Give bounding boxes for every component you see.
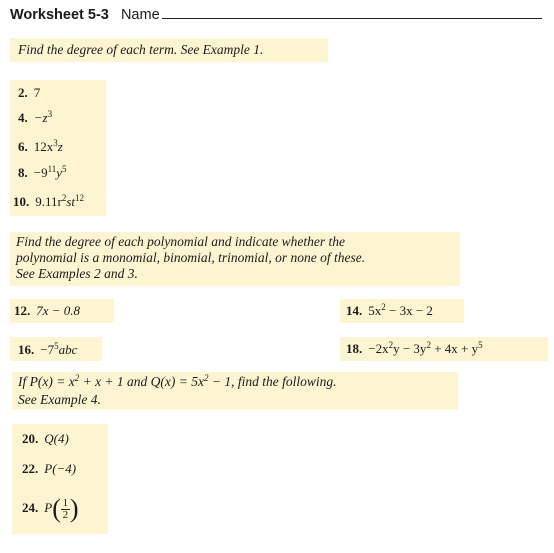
- item-16: 16. $-7^5abc$: [18, 341, 78, 357]
- section3-instruction-line2: See Example 4.: [18, 392, 101, 407]
- fraction: $\frac{1}{2}$: [62, 496, 69, 521]
- section1-instruction-box: [10, 38, 328, 62]
- item-24: 24. P( $\frac{1}{2}$ ): [22, 494, 79, 523]
- item-6: 6. $12x^3z$: [18, 138, 63, 154]
- item-12: 12. 7x − 0.8: [14, 303, 81, 318]
- item-22: 22. P(−4): [22, 461, 77, 476]
- section3-instruction-line1: If $P(x) = x^2 + x + 1$ and $Q(x) = 5x^2 - 1$, find the following.: [18, 373, 337, 389]
- section1-instruction: Find the degree of each term. See Example 1.: [18, 42, 264, 57]
- item-8: 8. $-9^{11}y^5$: [18, 164, 67, 180]
- worksheet-header: [10, 5, 542, 23]
- worksheet-title: Worksheet 5-3: [10, 7, 109, 23]
- section2-instruction-line3: See Examples 2 and 3.: [16, 266, 138, 281]
- section3-instruction-box: [12, 372, 458, 410]
- item-4: 4. $-z^3$: [18, 109, 53, 125]
- item-2: 2. 7: [18, 85, 41, 100]
- item-14: 14. $5x^2 - 3x - 2$: [346, 302, 433, 318]
- section2-instruction-line1: Find the degree of each polynomial and indicate whether the: [16, 234, 346, 249]
- section2-instruction-box: [10, 232, 460, 286]
- section2-instruction-line2: polynomial is a monomial, binomial, trinomial, or none of these.: [16, 250, 366, 265]
- item-10: 10. $9.11r^2st^{12}$: [13, 193, 85, 209]
- name-label: Name: [120, 7, 160, 23]
- item-18: 18. $-2x^2y - 3y^2 + 4x + y^5$: [346, 340, 483, 356]
- name-line: [162, 5, 542, 19]
- item-20: 20. Q(4): [22, 431, 69, 446]
